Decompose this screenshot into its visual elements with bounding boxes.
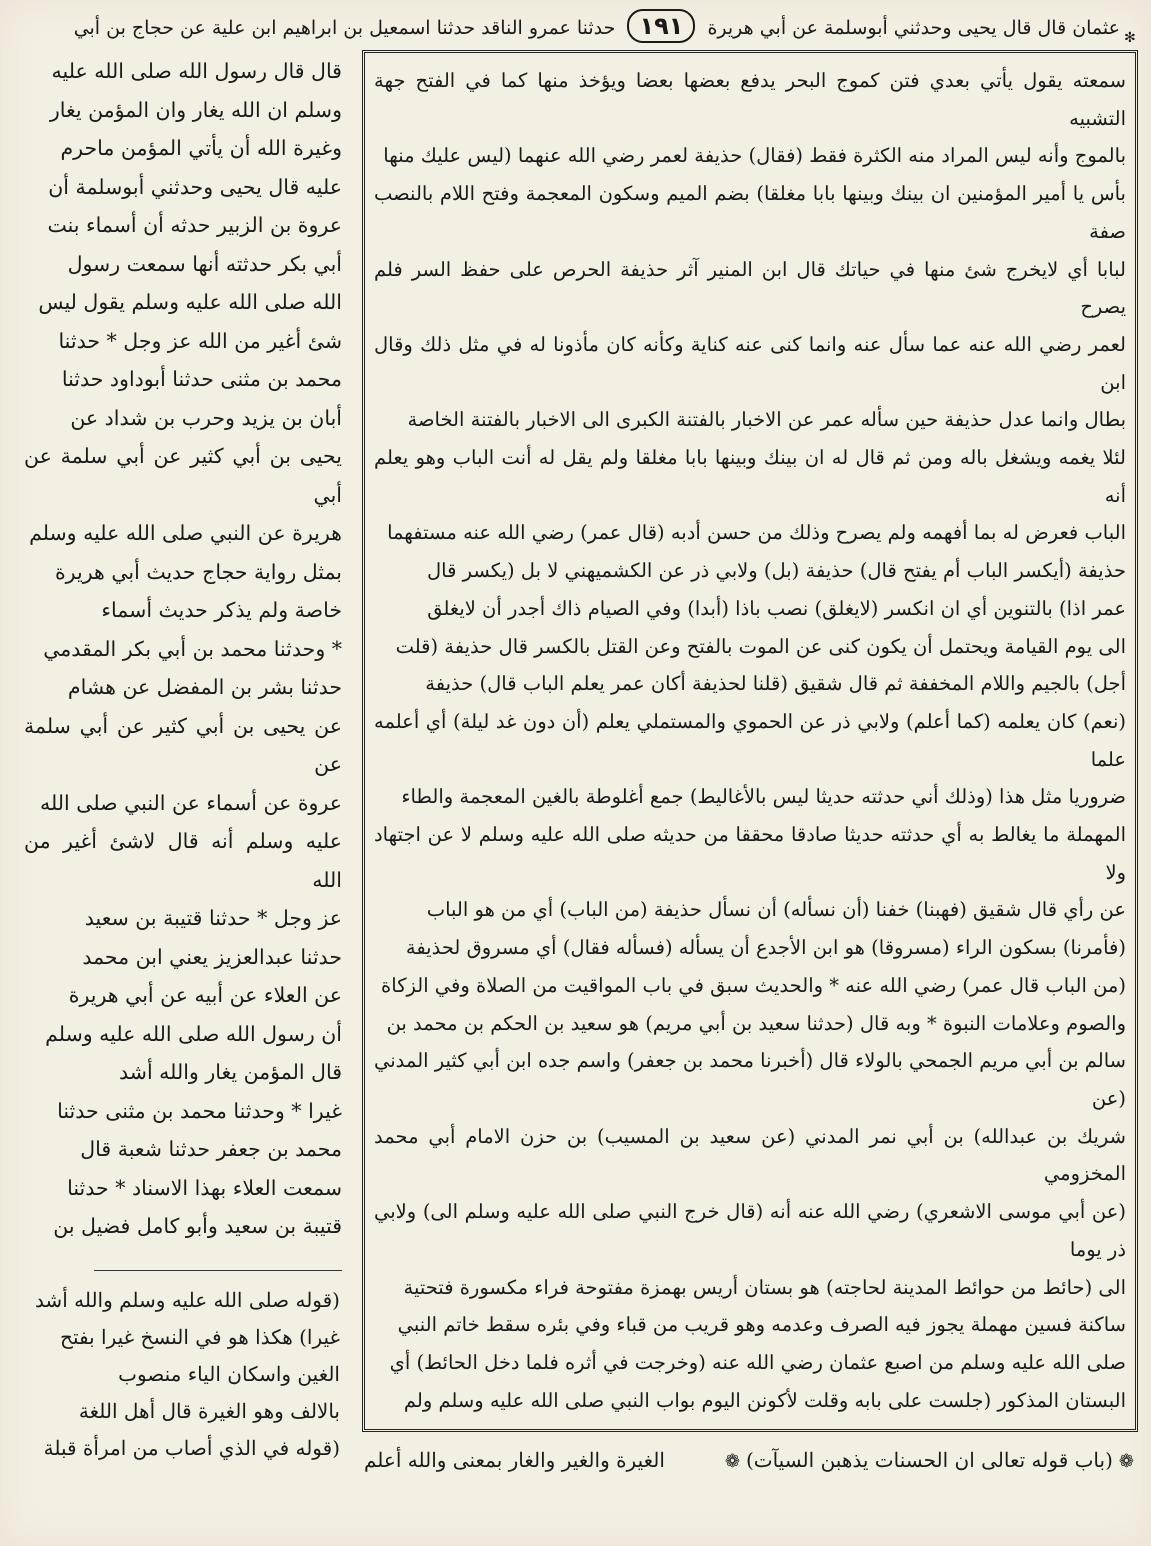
star-ornament-icon: ✻ [1124,30,1136,46]
commentary-line: أجل) بالجيم واللام المخففة ثم قال شقيق (قلنا لحذيفة أكان عمر يعلم الباب قال) حذيفة [425,672,1126,696]
outer-column-line: محمد بن جعفر حدثنا شعبة قال [80,1137,342,1161]
commentary-text [374,62,1126,1420]
outer-note-line: الغين واسكان الياء منصوب [118,1362,340,1386]
outer-column-line: وغيرة الله أن يأتي المؤمن ماحرم [60,136,342,160]
outer-column-line: قال قال رسول الله صلى الله عليه [51,59,342,83]
commentary-line: عمر اذا) بالتنوين أي ان انكسر (لايغلق) نصب باذا (أبدا) وفي الصيام ذاك أجدر أن لايغلق [427,596,1126,620]
outer-column-text [24,52,342,1252]
divider [94,1270,342,1271]
commentary-line: لبابا أي لايخرج شئ منها في حياتك قال ابن المنير آثر حذيفة الحرص على حفظ السر فلم يصرح [374,257,1126,319]
outer-column-line: قال المؤمن يغار والله أشد [119,1060,342,1084]
commentary-line: (نعم) كان يعلمه (كما أعلم) ولابي ذر عن الحموي والمستملي يعلم (أن دون غد ليلة) أي أعلمه علما [374,709,1126,771]
outer-column-line: عز وجل * حدثنا قتيبة بن سعيد [84,906,342,930]
outer-column-line: هريرة عن النبي صلى الله عليه وسلم [29,521,342,545]
outer-column-line: الله صلى الله عليه وسلم يقول ليس [38,290,342,314]
ornament-icon: ❁ [1118,1451,1134,1472]
header-text-after: عثمان قال قال يحيى وحدثني أبوسلمة عن أبي هريرة [707,17,1120,39]
commentary-line: صلى الله عليه وسلم من اصبع عثمان رضي الله عنه (وخرجت في أثره فلما دخل الحائط) أي [389,1350,1126,1374]
outer-column-line: شئ أغير من الله عز وجل * حدثنا [58,328,342,353]
commentary-line: سالم بن أبي مريم الجمحي بالولاء قال (أخبرنا محمد بن جعفر) واسم جده ابن أبي كثير المدني (عن [374,1049,1126,1110]
outer-column-line: عن العلاء عن أبيه عن أبي هريرة [68,983,342,1007]
outer-column-line: قتيبة بن سعيد وأبو كامل فضيل بن [53,1214,342,1238]
commentary-line: لعمر رضي الله عنه عما سأل عنه وانما كنى عنه كناية وكأنه كان مأذونا له في مثل ذلك وقال ابن [374,332,1126,394]
commentary-line: بطال وانما عدل حذيفة حين سأله عمر عن الاخبار بالفتنة الكبرى الى الاخبار بالفتنة الخاصة [407,408,1126,432]
commentary-line: ساكنة فسين مهملة يجوز فيه الصرف وعدمه وهو قريب من قباء وفي بئره سقط خاتم النبي [397,1313,1126,1337]
outer-note-line: (قوله صلى الله عليه وسلم والله أشد [34,1288,340,1312]
commentary-line: الى يوم القيامة ويحتمل أن يكون كنى عن الموت بالفتح وعن القتل بالكسر قال حذيفة (قلت [395,634,1126,658]
outer-note-line: (قوله في الذي أصاب من امرأة قبلة [43,1436,340,1460]
outer-column-line: * وحدثنا محمد بن أبي بكر المقدمي [43,636,342,661]
commentary-line: لئلا يغمه ويشغل باله ومن ثم قال له ان بينك وبينها بابا مغلقا ولم يقل له أنت الباب وهو يعلم أنه [374,446,1126,507]
page-header [40,8,1120,48]
commentary-line: ضروريا مثل هذا (وذلك أني حدثته حديثا ليس بالأغاليط) جمع أغلوطة بالغين المعجمة والطاء [401,785,1126,809]
outer-column-line: وسلم ان الله يغار وان المؤمن يغار [49,97,342,122]
outer-margin-note [20,1282,340,1482]
outer-column-line [24,1246,342,1253]
commentary-line: حذيفة (أيكسر الباب أم يفتح قال) حذيفة (بل) ولابي ذر عن الكشميهني لا بل (يكسر قال [427,559,1126,583]
commentary-line [374,1419,1126,1420]
outer-column-line: محمد بن مثنى حدثنا أبوداود حدثنا [61,367,342,391]
commentary-line: عن رأي قال شقيق (فهبنا) خفنا (أن نسأله) أن نسأل حذيفة (من الباب) أي من هو الباب [426,898,1126,922]
outer-column-line: عروة عن أسماء عن النبي صلى الله [40,790,342,815]
ornament-icon: ❁ [724,1451,740,1472]
outer-column-line: أن رسول الله صلى الله عليه وسلم [45,1021,342,1046]
outer-column-line: عليه قال يحيى وحدثني أبوسلمة أن [48,174,342,199]
commentary-line: (من الباب قال عمر) رضي الله عنه * والحديث سبق في باب المواقيت من الصلاة وفي الزكاة [381,973,1126,997]
commentary-line: الباب فعرض له بما أفهمه ولم يصرح وذلك من حسن أدبه (قال عمر) رضي الله عنه مستفهما [387,521,1126,545]
outer-note-line: غيرا) هكذا هو في النسخ غيرا بفتح [60,1325,340,1349]
outer-column-line: حدثنا بشر بن المفضل عن هشام [67,675,342,699]
outer-column-line: بمثل رواية حجاج حديث أبي هريرة [54,559,342,584]
outer-note-line: بالالف وهو الغيرة قال أهل اللغة [78,1399,340,1423]
outer-column-line: عليه وسلم أنه قال لاشئ أغير من الله [24,829,342,892]
commentary-line: بأس يا أمير المؤمنين ان بينك وبينها بابا مغلقا) بضم الميم وسكون المعجمة وفتح اللام بالنصب صفة [374,182,1126,243]
header-text-before: حدثنا عمرو الناقد حدثنا اسمعيل بن ابراهيم ابن علية عن حجاج بن أبي [73,17,616,39]
outer-column-line: خاصة ولم يذكر حديث أسماء [101,598,342,622]
commentary-line: (عن أبي موسى الاشعري) رضي الله عنه أنه (قال خرج النبي صلى الله عليه وسلم الى) ولابي ذر يوما [374,1200,1126,1261]
bottom-running-line [364,1440,1140,1480]
chapter-heading [719,1440,1140,1480]
commentary-line: شريك بن عبدالله) بن أبي نمر المدني (عن سعيد بن المسيب) بن حزن الامام أبي محمد المخزومي [374,1124,1126,1186]
commentary-line: البستان المذكور (جلست على بابه وقلت لأكونن اليوم بواب النبي صلى الله عليه وسلم ولم [403,1388,1126,1412]
outer-column-line: أبي بكر حدثته أنها سمعت رسول [67,251,342,276]
outer-column-line: يحيى بن أبي كثير عن أبي سلمة عن أبي [24,444,342,507]
outer-column-line: سمعت العلاء بهذا الاسناد * حدثنا [67,1175,342,1200]
commentary-line: (فأمرنا) بسكون الراء (مسروقا) هو ابن الأجدع أن يسأله (فسأله فقال) أي مسروق لحذيفة [405,936,1126,960]
outer-column-line: عن يحيى بن أبي كثير عن أبي سلمة عن [24,713,342,776]
commentary-line: والصوم وعلامات النبوة * وبه قال (حدثنا سعيد بن أبي مريم) هو سعيد بن الحكم بن محمد بن [386,1011,1126,1035]
chapter-title: (باب قوله تعالى ان الحسنات يذهبن السيآت) [745,1448,1113,1472]
commentary-line: الى (حائط من حوائط المدينة لحاجته) هو بستان أريس بهمزة مفتوحة فراء مكسورة فتحتية [403,1275,1126,1299]
outer-column-line: عروة بن الزبير حدثه أن أسماء بنت [47,213,342,237]
commentary-line: سمعته يقول يأتي بعدي فتن كموج البحر يدفع بعضها بعضا ويؤخذ منها كما في الفتح جهة التشبيه [374,69,1126,130]
commentary-line: المهملة ما يغالط به أي حدثته حديثا صادقا محققا من حديثه صلى الله عليه وسلم لا عن اجتهاد ولا [374,823,1126,884]
outer-column-line: غيرا * وحدثنا محمد بن مثنى حدثنا [57,1098,342,1123]
commentary-line: بالموج وأنه ليس المراد منه الكثرة فقط (فقال) حذيفة لعمر رضي الله عنهما (ليس عليك منها [383,144,1126,168]
page-number: ١٩١ [627,9,695,43]
bottom-left-text: الغيرة والغير والغار بمعنى والله أعلم [364,1448,665,1472]
outer-column-line: حدثنا عبدالعزيز يعني ابن محمد [82,944,342,969]
outer-column-line: أبان بن يزيد وحرب بن شداد عن [70,405,342,430]
